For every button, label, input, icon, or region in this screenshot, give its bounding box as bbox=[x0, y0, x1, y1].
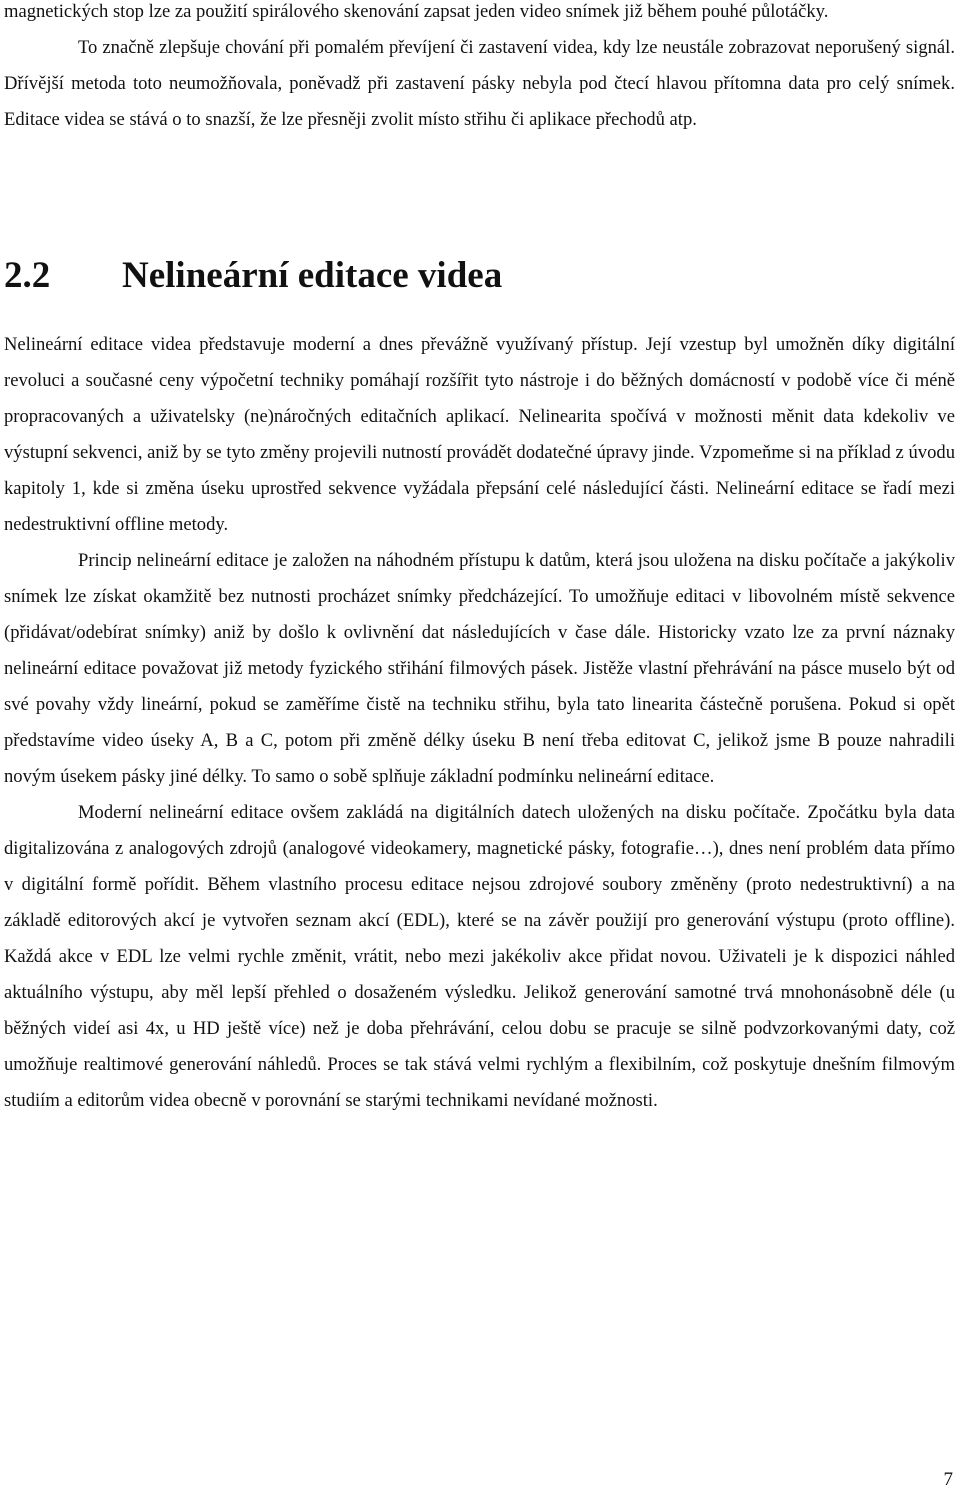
document-page bbox=[4, 0, 955, 1496]
section-body bbox=[4, 327, 955, 1119]
intro-block bbox=[4, 0, 955, 138]
body-paragraph-3: Moderní nelineární editace ovšem zakládá na digitálních datech uložených na disku počítače. Zpočátku byla data digitalizována z analogových zdrojů (analogové videokamery, magnetické pásky, fotografie…), dnes není problém data přímo v digitální formě pořídit. Během vlastního procesu editace nejsou zdrojové soubory změněny (proto nedestruktivní) a na základě editorových akcí je vytvořen seznam akcí (EDL), které se na závěr použijí pro generování výstupu (proto offline). Každá akce v EDL lze velmi rychle změnit, vrátit, nebo mezi jakékoliv akce přidat novou. Uživateli je k dispozici náhled aktuálního výstupu, aby měl lepší přehled o dosaženém výsledku. Jelikož generování samotné trvá mnohonásobně déle (u běžných videí asi 4x, u HD ještě více) než je doba přehrávání, celou dobu se pracuje se silně podvzorkovanými daty, což umožňuje realtimové generování náhledů. Proces se tak stává velmi rychlým a flexibilním, což poskytuje dnešním filmovým studiím a editorům videa obecně v porovnání se starými technikami nevídané možnosti. bbox=[4, 802, 955, 1111]
body-paragraph-1: Nelineární editace videa představuje moderní a dnes převážně využívaný přístup. Její vzestup byl umožněn díky digitální revoluci a současné ceny výpočetní techniky pomáhají rozšířit tyto nástroje i do běžných domácností v podobě více či méně propracovaných a uživatelsky (ne)náročných editačních aplikací. Nelinearita spočívá v možnosti měnit data kdekoliv ve výstupní sekvenci, aniž by se tyto změny projevili nutností provádět dodatečné úpravy jinde. Vzpomeňme si na příklad z úvodu kapitoly 1, kde si změna úseku uprostřed sekvence vyžádala přepsání celé následující části. Nelineární editace se řadí mezi nedestruktivní offline metody. bbox=[4, 334, 955, 535]
page-number: 7 bbox=[943, 1469, 953, 1490]
body-paragraph-2: Princip nelineární editace je založen na náhodném přístupu k datům, která jsou uložena na disku počítače a jakýkoliv snímek lze získat okamžitě bez nutnosti procházet snímky předcházející. To umožňuje editaci v libovolném místě sekvence (přidávat/odebírat snímky) aniž by došlo k ovlivnění dat následujících v čase dále. Historicky vzato lze za první náznaky nelineární editace považovat již metody fyzického střihání filmových pásek. Jistěže vlastní přehrávání na pásce muselo být od své povahy vždy lineární, pokud se zaměříme čistě na techniku střihu, byla tato linearita částečně porušena. Pokud si opět představíme video úseky A, B a C, potom při změně délky úseku B není třeba editovat C, jelikož jsme B pouze nahradili novým úsekem pásky jiné délky. To samo o sobě splňuje základní podmínku nelineární editace. bbox=[4, 550, 955, 787]
intro-paragraph: To značně zlepšuje chování při pomalém převíjení či zastavení videa, kdy lze neustále zobrazovat neporušený signál. Dřívější metoda toto neumožňovala, poněvadž při zastavení pásky nebyla pod čtecí hlavou přítomna data pro celý snímek. Editace videa se stává o to snazší, že lze přesněji zvolit místo střihu či aplikace přechodů atp. bbox=[4, 37, 955, 130]
section-heading bbox=[4, 250, 502, 302]
section-number: 2.2 bbox=[4, 255, 51, 296]
section-title: Nelineární editace videa bbox=[122, 255, 503, 296]
intro-paragraph-continued: magnetických stop lze za použití spirálového skenování zapsat jeden video snímek již během pouhé půlotáčky. bbox=[4, 1, 829, 22]
